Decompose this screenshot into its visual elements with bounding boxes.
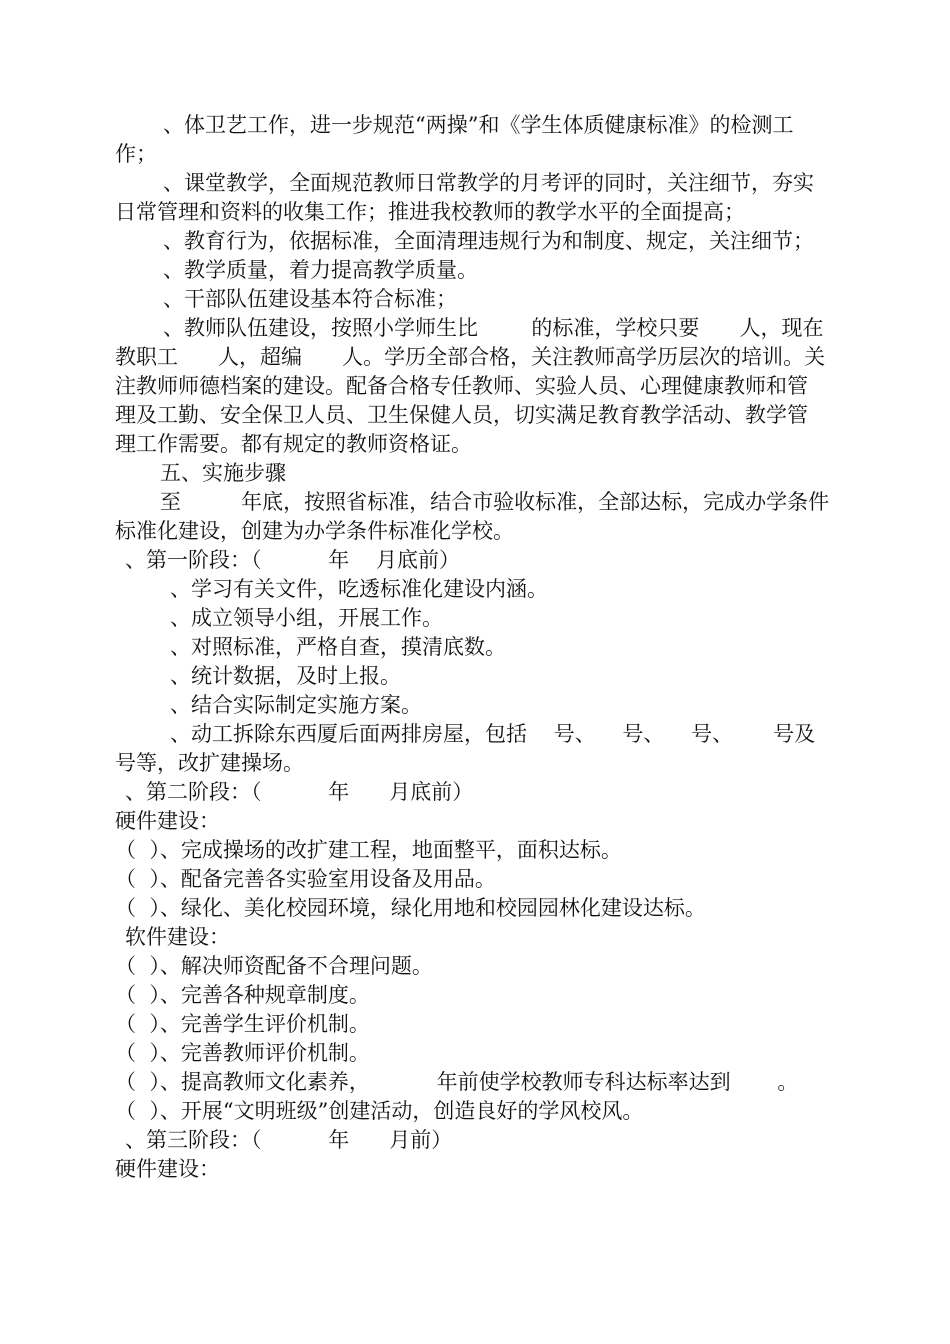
list-item: （ ）、开展“文明班级”创建活动，创造良好的学风校风。 xyxy=(115,1099,644,1123)
subheading: 硬件建设： xyxy=(115,1157,220,1181)
list-item: （ ）、完善教师评价机制。 xyxy=(115,1041,370,1065)
paragraph-line: 、课堂教学，全面规范教师日常教学的月考评的同时，关注细节，夯实 xyxy=(163,171,814,195)
list-item: （ ）、完善各种规章制度。 xyxy=(115,983,370,1007)
phase-heading: 、第二阶段：（ 年 月底前） xyxy=(125,780,474,804)
section-heading: 五、实施步骤 xyxy=(160,461,286,485)
list-item: 、结合实际制定实施方案。 xyxy=(170,693,422,717)
paragraph-line: 、教育行为，依据标准，全面清理违规行为和制度、规定，关注细节； xyxy=(163,229,814,253)
paragraph-line: 理及工勤、安全保卫人员、卫生保健人员，切实满足教育教学活动、教学管 xyxy=(115,403,808,427)
paragraph-line: 、教师队伍建设，按照小学师生比 的标准，学校只要 人，现在 xyxy=(163,316,824,340)
paragraph-line: 至 年底，按照省标准，结合市验收标准，全部达标，完成办学条件 xyxy=(160,490,830,514)
phase-heading: 、第三阶段：（ 年 月前） xyxy=(125,1128,453,1152)
list-item: 、动工拆除东西厦后面两排房屋，包括 号、 号、 号、 号及 xyxy=(170,722,816,746)
list-item: （ ）、配备完善各实验室用设备及用品。 xyxy=(115,867,496,891)
list-item: （ ）、提高教师文化素养， 年前使学校教师专科达标率达到 。 xyxy=(115,1070,799,1094)
paragraph-line: 作； xyxy=(115,142,157,166)
subheading: 硬件建设： xyxy=(115,809,220,833)
paragraph-line: 号等，改扩建操场。 xyxy=(115,751,304,775)
paragraph-line: 标准化建设，创建为办学条件标准化学校。 xyxy=(115,519,514,543)
paragraph-line: 、教学质量，着力提高教学质量。 xyxy=(163,258,478,282)
paragraph-line: 注教师师德档案的建设。配备合格专任教师、实验人员、心理健康教师和管 xyxy=(115,374,808,398)
phase-heading: 、第一阶段：（ 年 月底前） xyxy=(125,548,460,572)
paragraph-line: 、体卫艺工作，进一步规范“两操”和《学生体质健康标准》的检测工 xyxy=(163,113,794,137)
paragraph-line: 、干部队伍建设基本符合标准； xyxy=(163,287,457,311)
list-item: （ ）、完善学生评价机制。 xyxy=(115,1012,370,1036)
list-item: （ ）、绿化、美化校园环境，绿化用地和校园园林化建设达标。 xyxy=(115,896,706,920)
list-item: （ ）、解决师资配备不合理问题。 xyxy=(115,954,433,978)
paragraph-line: 理工作需要。都有规定的教师资格证。 xyxy=(115,432,472,456)
list-item: 、对照标准，严格自查，摸清底数。 xyxy=(170,635,506,659)
list-item: 、成立领导小组，开展工作。 xyxy=(170,606,443,630)
subheading: 软件建设： xyxy=(125,925,230,949)
list-item: （ ）、完成操场的改扩建工程，地面整平，面积达标。 xyxy=(115,838,622,862)
paragraph-line: 日常管理和资料的收集工作；推进我校教师的教学水平的全面提高； xyxy=(115,200,745,224)
list-item: 、学习有关文件，吃透标准化建设内涵。 xyxy=(170,577,548,601)
paragraph-line: 教职工 人，超编 人。学历全部合格，关注教师高学历层次的培训。关 xyxy=(115,345,826,369)
list-item: 、统计数据，及时上报。 xyxy=(170,664,401,688)
